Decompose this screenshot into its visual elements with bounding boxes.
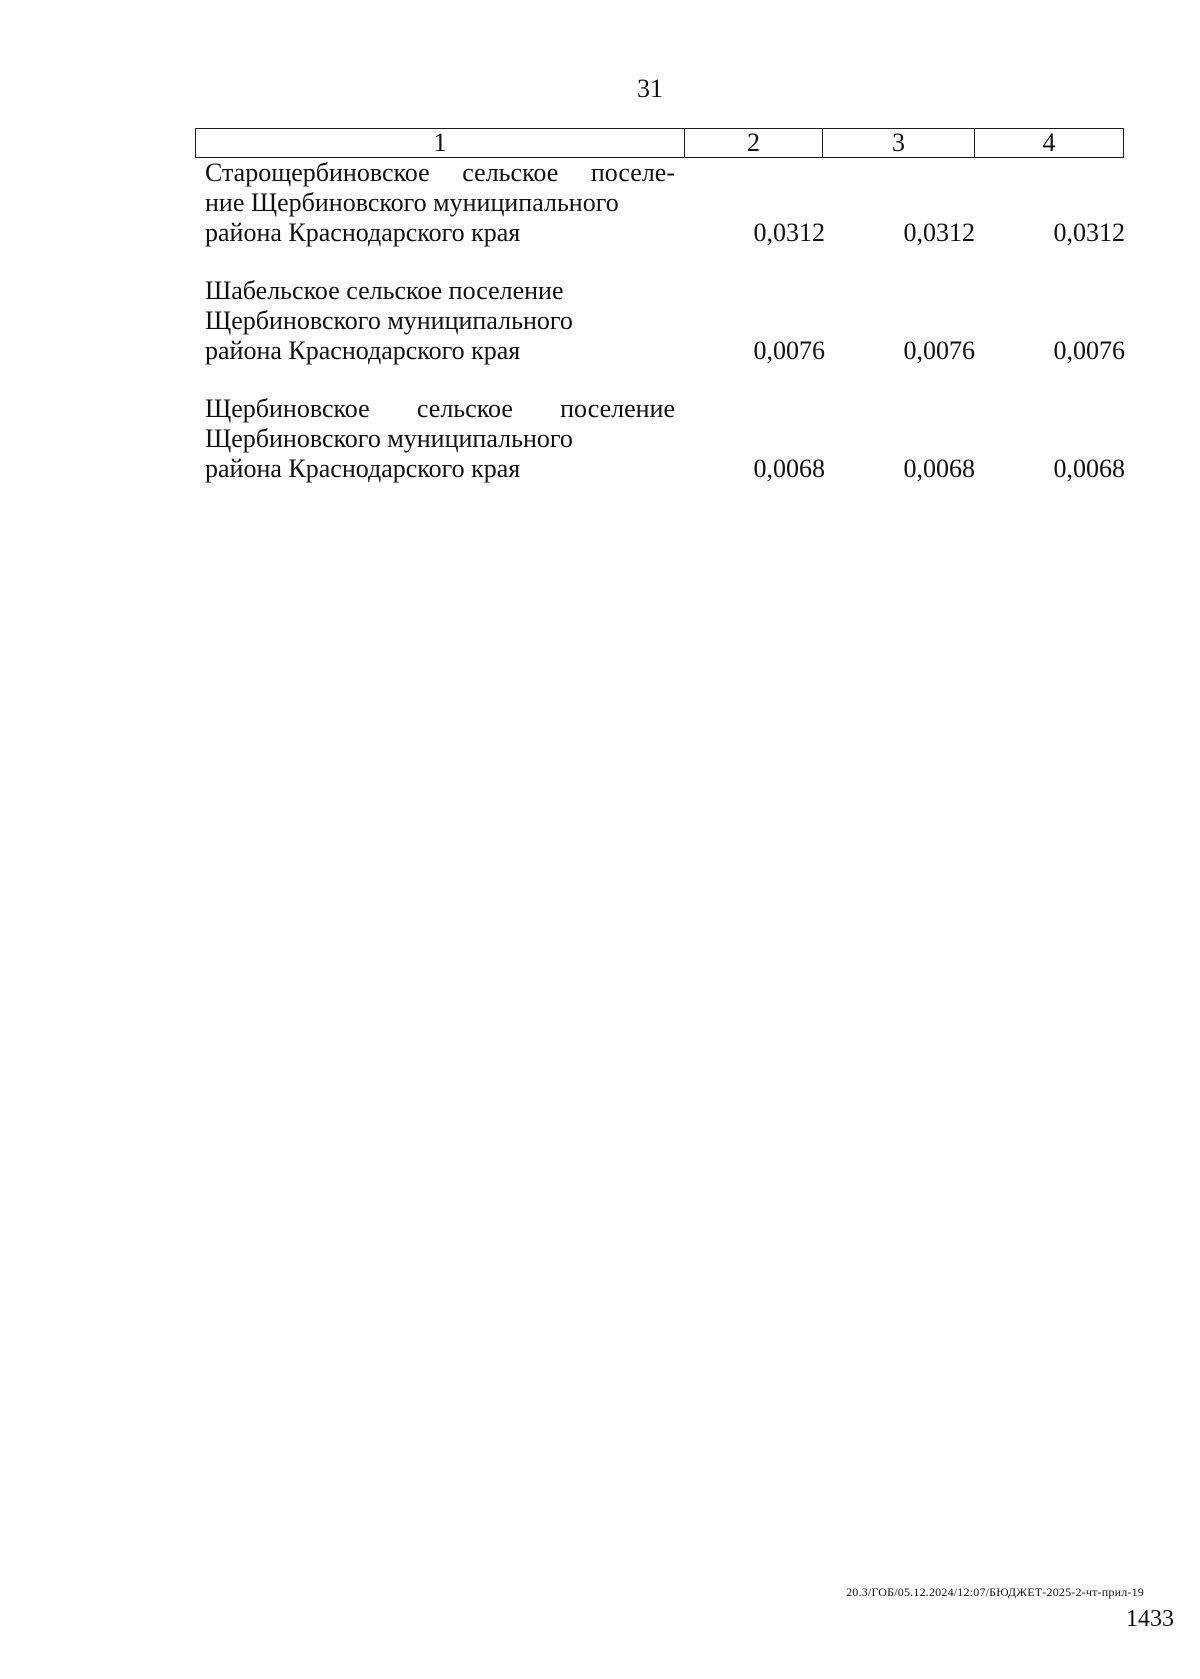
value-cell: 0,0068 — [753, 454, 825, 483]
sheet-number: 1433 — [1126, 1606, 1174, 1632]
table-row — [205, 276, 1125, 366]
table-header-cell: 1 — [196, 129, 685, 157]
name-line: ние Щербиновского муниципального — [205, 188, 619, 217]
value-cell: 0,0068 — [903, 454, 975, 483]
name-line: Щербиновского муниципального — [205, 424, 573, 453]
name-line: Шабельское сельское поселение — [205, 276, 564, 305]
table-row — [205, 158, 1125, 248]
settlement-name — [205, 394, 675, 484]
page-number: 31 — [637, 74, 663, 103]
value-cell: 0,0076 — [903, 336, 975, 365]
name-line: района Краснодарского края — [205, 454, 521, 483]
name-line: Старощербиновское сельское поселе- — [205, 158, 675, 187]
value-cell: 0,0076 — [753, 336, 825, 365]
name-line: Щербиновского муниципального — [205, 306, 573, 335]
value-cell: 0,0068 — [1053, 454, 1125, 483]
value-cell: 0,0312 — [753, 218, 825, 247]
table-header-cell: 4 — [1042, 128, 1056, 157]
value-cell: 0,0312 — [1053, 218, 1125, 247]
table-header-row — [195, 128, 1124, 158]
table-header-cell: 2 — [685, 129, 823, 157]
name-line: района Краснодарского края — [205, 218, 521, 247]
table-row — [205, 394, 1125, 484]
document-code: 20.3/ГОБ/05.12.2024/12:07/БЮДЖЕТ-2025-2-чт-прил-19 — [846, 1585, 1144, 1599]
settlement-name — [205, 276, 675, 366]
table-header-cell: 3 — [823, 129, 975, 157]
name-line: Щербиновское сельское поселение — [205, 394, 675, 423]
value-cell: 0,0312 — [903, 218, 975, 247]
table-body — [205, 158, 1125, 484]
value-cell: 0,0076 — [1053, 336, 1125, 365]
settlement-name — [205, 158, 675, 248]
name-line: района Краснодарского края — [205, 336, 521, 365]
